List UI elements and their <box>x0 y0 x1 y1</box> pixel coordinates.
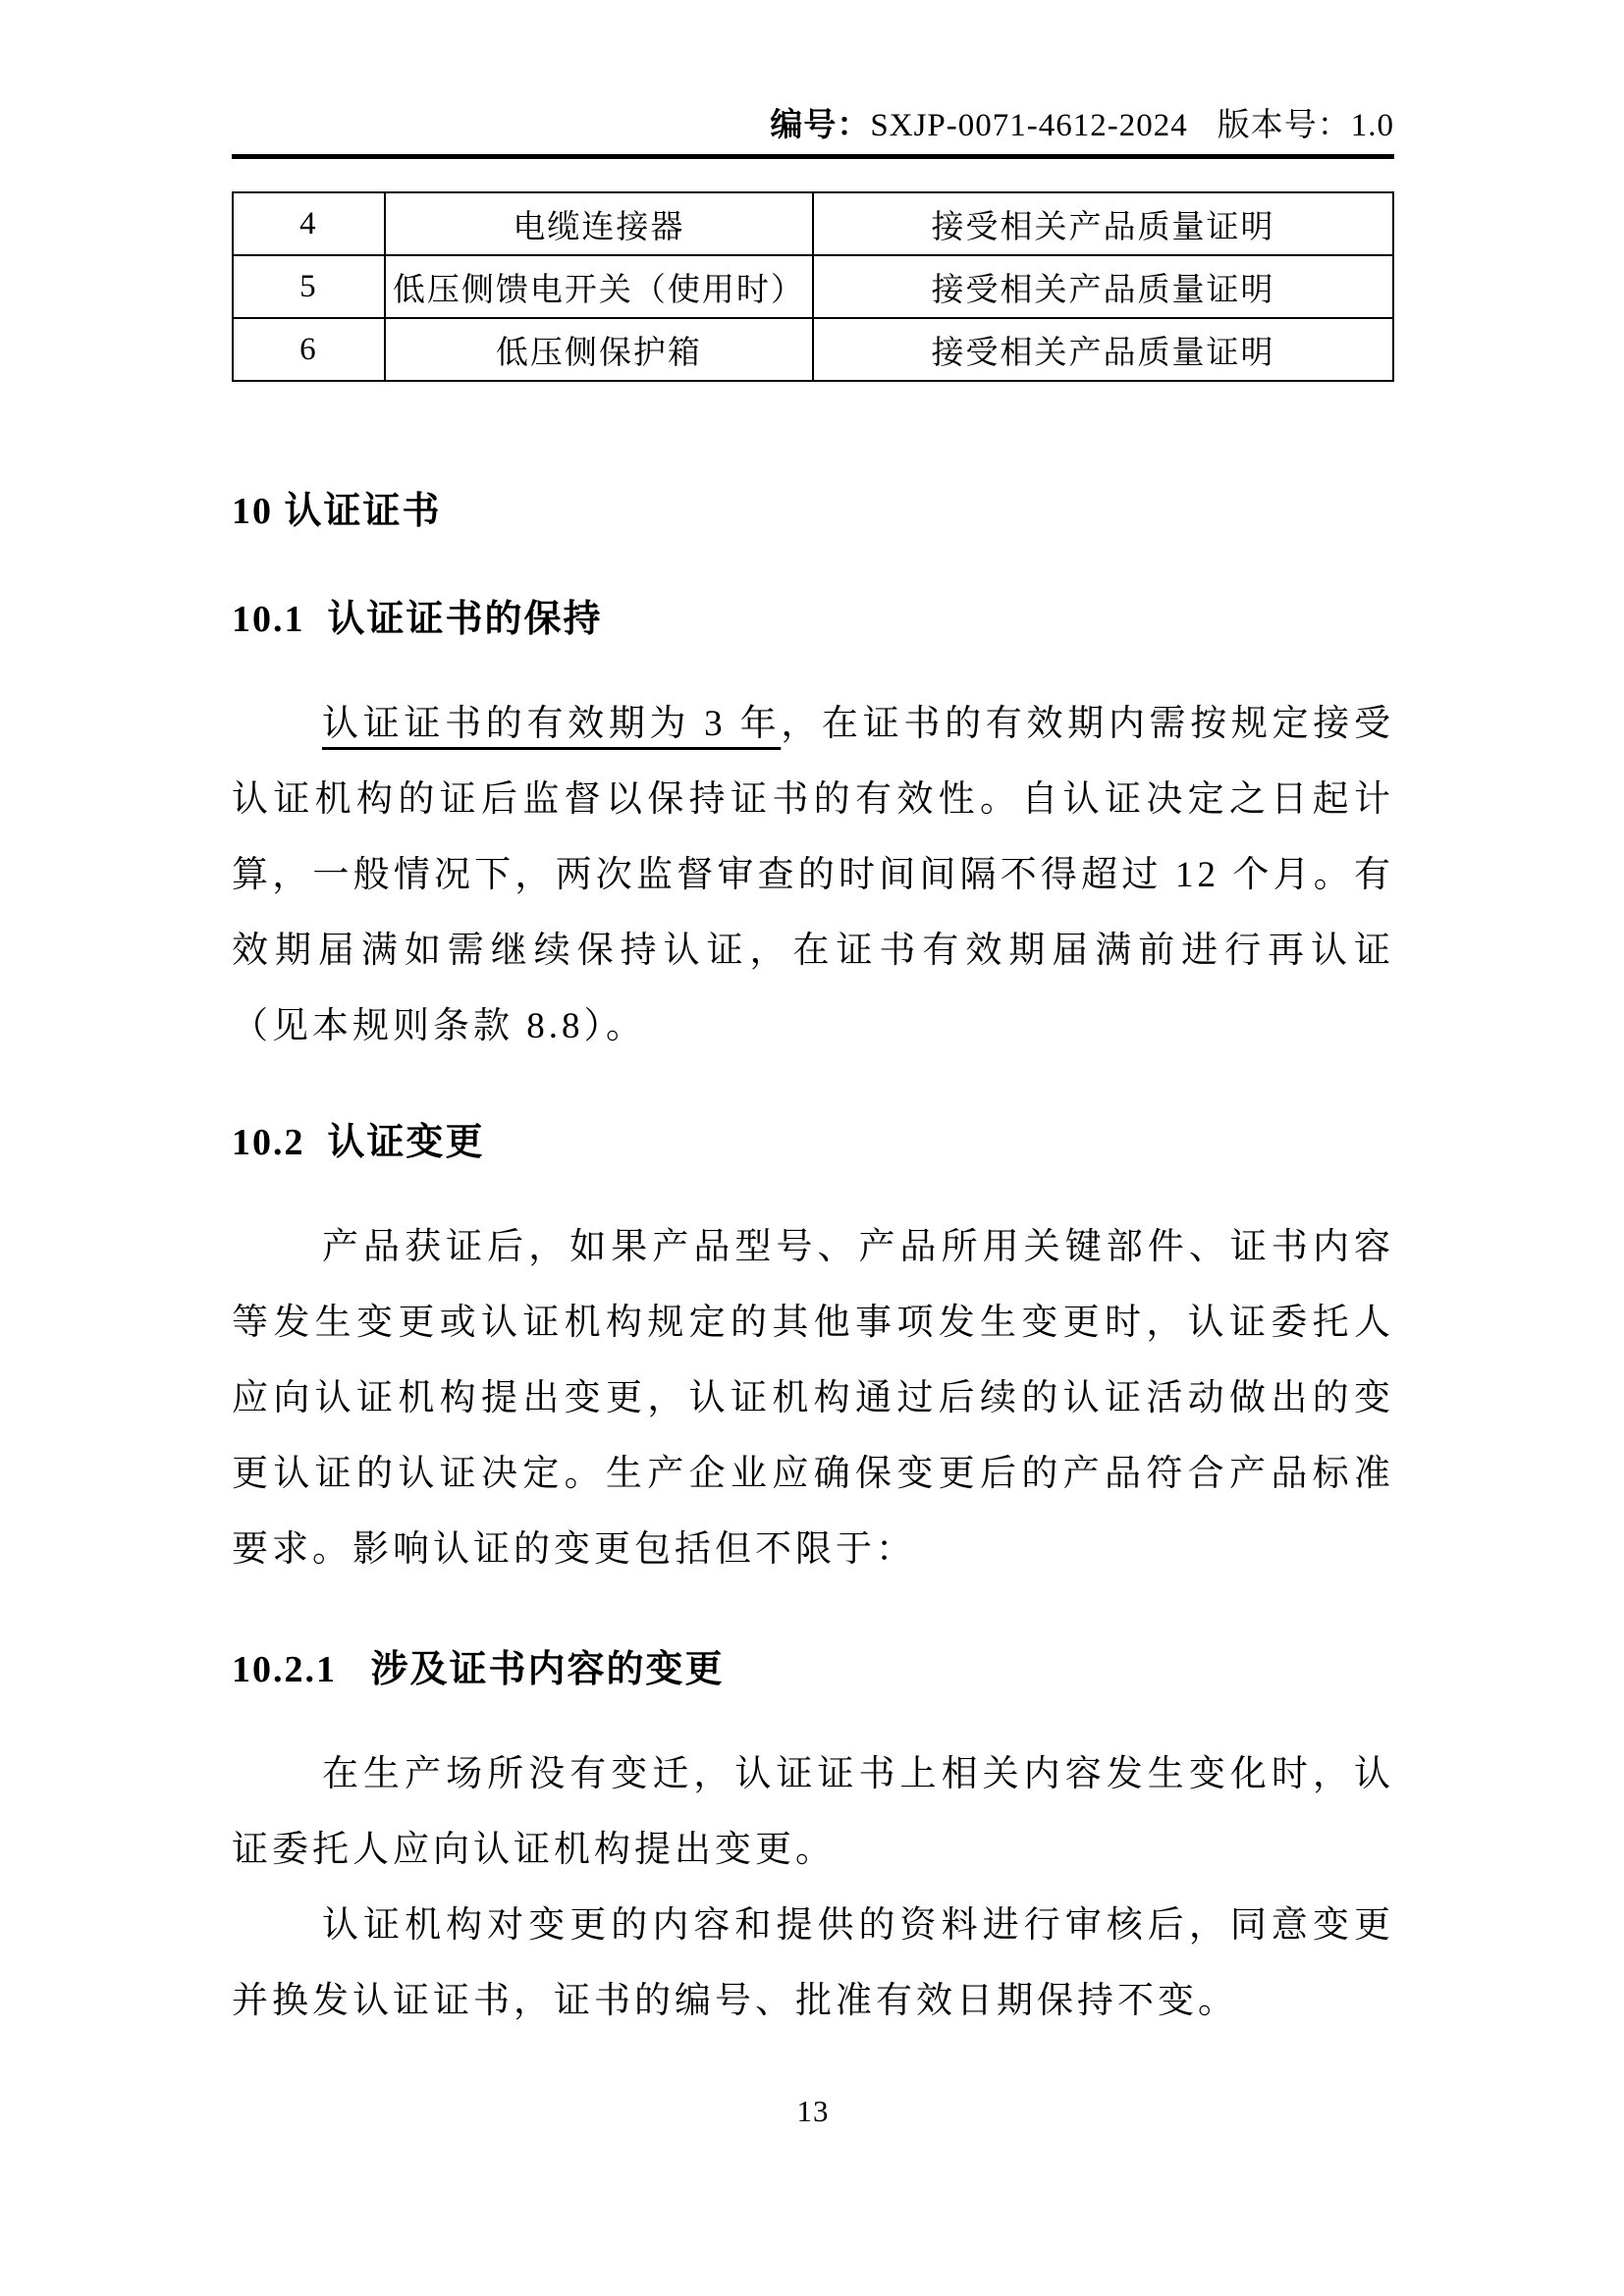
component-name-cell: 低压侧保护箱 <box>385 318 813 381</box>
component-name-cell: 低压侧馈电开关（使用时） <box>385 255 813 318</box>
table-row <box>233 192 1393 255</box>
page-number: 13 <box>796 2094 830 2128</box>
section-heading-10-1: 10.1 认证证书的保持 <box>232 599 603 640</box>
version-value: 版本号：1.0 <box>1217 108 1394 143</box>
components-table <box>232 191 1394 382</box>
section-heading-10: 10 认证证书 <box>232 491 442 532</box>
paragraph-cert-change: 产品获证后，如果产品型号、产品所用关键部件、证书内容等发生变更或认证机构规定的其他事项发生变更时，认证委托人应向认证机构提出变更，认证机构通过后续的认证活动做出的变更认证的认证决定。生产企业应确保变更后的产品符合产品标准要求。影响认证的变更包括但不限于： <box>232 1227 1394 1570</box>
table-row <box>233 318 1393 381</box>
paragraph-cert-validity-rest: ，在证书的有效期内需按规定接受认证机构的证后监督以保持证书的有效性。自认证决定之日起计算，一般情况下，两次监督审查的时间间隔不得超过 12 个月。有效期届满如需继续保持认证，在证书有效期届满前进行再认证（见本规则条款 8.8）。 <box>232 704 1395 1046</box>
paragraph-change-content-1: 在生产场所没有变迁，认证证书上相关内容发生变化时，认证委托人应向认证机构提出变更。 <box>232 1754 1394 1870</box>
section-heading-10-2-1: 10.2.1 涉及证书内容的变更 <box>232 1649 725 1690</box>
doc-number-label: 编号： <box>770 106 871 142</box>
requirement-cell: 接受相关产品质量证明 <box>813 192 1393 255</box>
document-header <box>232 0 1394 159</box>
underlined-validity-text: 认证证书的有效期为 3 年 <box>322 704 782 744</box>
component-name-cell: 电缆连接器 <box>385 192 813 255</box>
paragraph-cert-validity <box>232 686 1394 1064</box>
row-number-cell: 4 <box>233 192 385 255</box>
header-meta <box>232 106 1394 144</box>
requirement-cell: 接受相关产品质量证明 <box>813 255 1393 318</box>
row-number-cell: 6 <box>233 318 385 381</box>
doc-number-value: SXJP-0071-4612-2024 <box>870 108 1188 143</box>
paragraph-change-content-2: 认证机构对变更的内容和提供的资料进行审核后，同意变更并换发认证证书，证书的编号、批准有效日期保持不变。 <box>232 1905 1394 2021</box>
table-row <box>233 255 1393 318</box>
row-number-cell: 5 <box>233 255 385 318</box>
requirement-cell: 接受相关产品质量证明 <box>813 318 1393 381</box>
header-rule <box>232 154 1394 159</box>
section-heading-10-2: 10.2 认证变更 <box>232 1122 485 1163</box>
document-content <box>232 0 1394 2129</box>
